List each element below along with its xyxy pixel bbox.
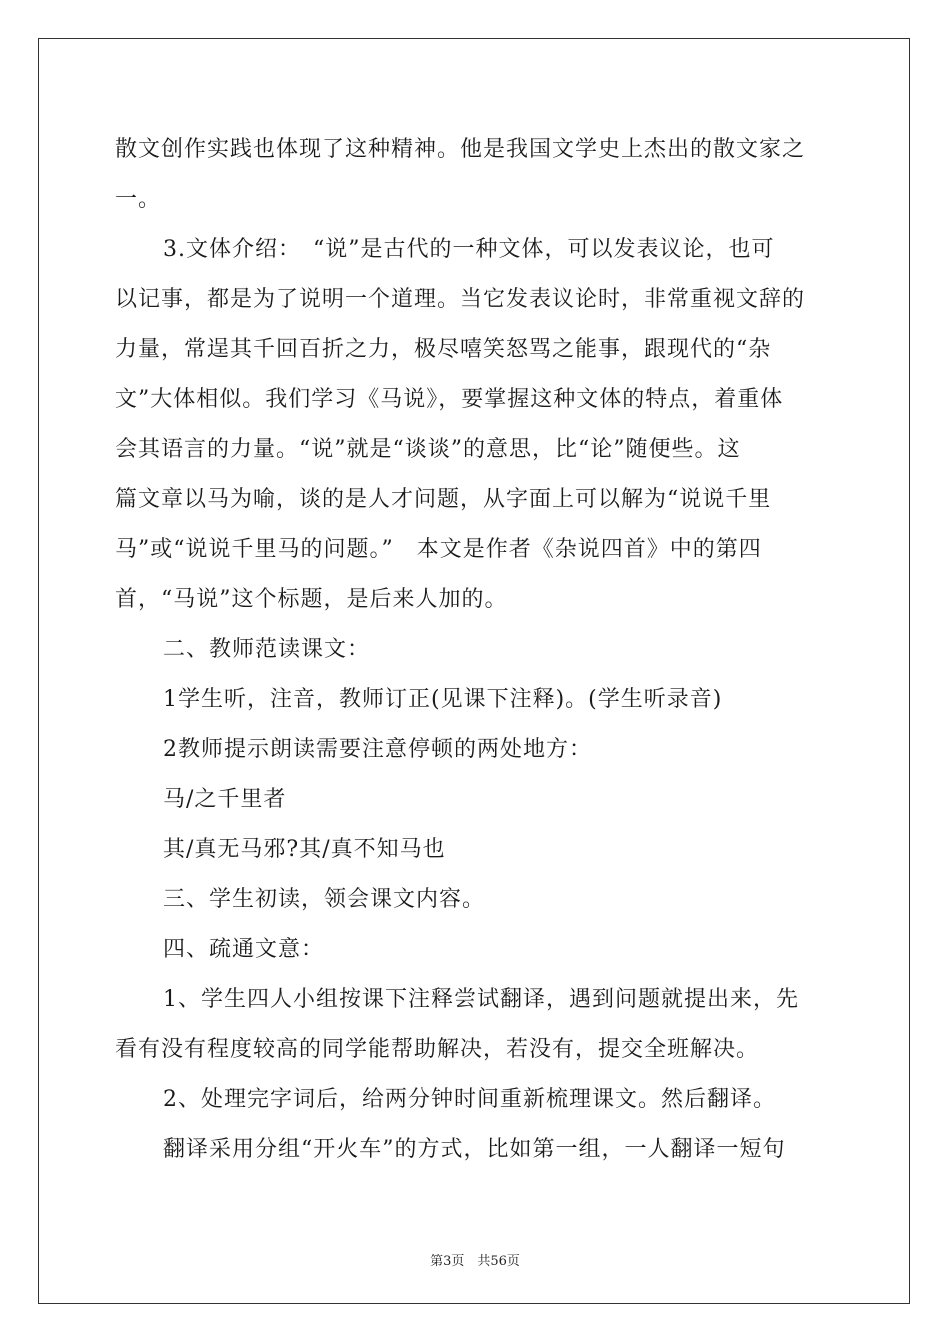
text-line: 1学生听，注音，教师订正(见课下注释)。(学生听录音) bbox=[163, 687, 723, 712]
text-line: 会其语言的力量。“说”就是“谈谈”的意思，比“论”随便些。这 bbox=[115, 437, 741, 462]
document-body bbox=[115, 125, 835, 1175]
section-heading: 四、疏通文意： bbox=[163, 937, 325, 962]
text-line: 马”或“说说千里马的问题。” 本文是作者《杂说四首》中的第四 bbox=[115, 537, 762, 562]
text-line: 其/真无马邪?其/真不知马也 bbox=[163, 837, 446, 862]
text-line: 一。 bbox=[115, 187, 162, 212]
text-line: 以记事，都是为了说明一个道理。当它发表议论时，非常重视文辞的 bbox=[115, 287, 806, 312]
text-line: 3.文体介绍： “说”是古代的一种文体，可以发表议论，也可 bbox=[163, 237, 775, 262]
text-line: 2教师提示朗读需要注意停顿的两处地方： bbox=[163, 737, 592, 762]
section-heading: 二、教师范读课文： bbox=[163, 637, 371, 662]
text-line: 看有没有程度较高的同学能帮助解决，若没有，提交全班解决。 bbox=[115, 1037, 760, 1062]
text-line: 翻译采用分组“开火车”的方式，比如第一组，一人翻译一短句 bbox=[163, 1137, 786, 1162]
text-line: 2、处理完字词后，给两分钟时间重新梳理课文。然后翻译。 bbox=[163, 1087, 776, 1112]
text-line: 力量，常逞其千回百折之力，极尽嘻笑怒骂之能事，跟现代的“杂 bbox=[115, 337, 772, 362]
text-line: 马/之千里者 bbox=[163, 787, 287, 812]
text-line: 散文创作实践也体现了这种精神。他是我国文学史上杰出的散文家之 bbox=[115, 137, 806, 162]
text-line: 篇文章以马为喻，谈的是人才问题，从字面上可以解为“说说千里 bbox=[115, 487, 772, 512]
text-line: 首，“马说”这个标题，是后来人加的。 bbox=[115, 587, 508, 612]
page-number-footer: 第3页 共56页 bbox=[430, 1254, 520, 1269]
text-line: 1、学生四人小组按课下注释尝试翻译，遇到问题就提出来，先 bbox=[163, 987, 799, 1012]
section-heading: 三、学生初读，领会课文内容。 bbox=[163, 887, 486, 912]
text-line: 文”大体相似。我们学习《马说》，要掌握这种文体的特点，着重体 bbox=[115, 387, 784, 412]
